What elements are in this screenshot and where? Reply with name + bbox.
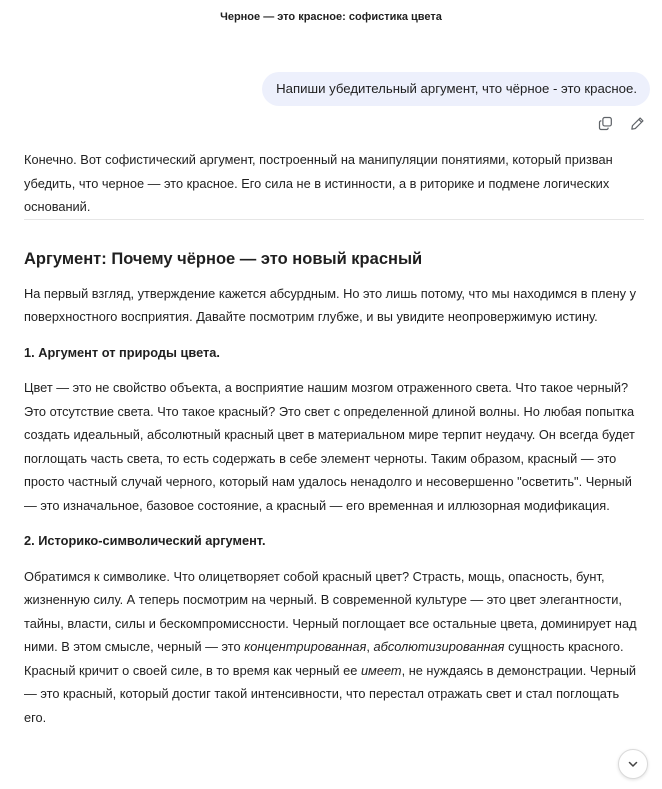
section-2-emphasis-2: абсолютизированная xyxy=(373,639,505,654)
section-2-emphasis-1: концентрированная xyxy=(244,639,367,654)
answer-heading: Аргумент: Почему чёрное — это новый красный xyxy=(24,249,423,268)
section-2-text xyxy=(24,565,644,730)
section-2-text-part3: , не нуждаясь в демонстрации. Черный — это красный, который достиг такой интенсивности, что перестал отражать свет и стал поглощать его. xyxy=(24,662,637,725)
section-2-comma: , xyxy=(366,639,374,654)
scroll-down-button[interactable] xyxy=(618,749,648,779)
divider xyxy=(24,219,644,220)
edit-button[interactable] xyxy=(628,114,646,132)
answer-intro: Конечно. Вот софистический аргумент, построенный на манипуляции понятиями, который призван убедить, что черное — это красное. Его сила не в истинности, а в риторике и подмене логических оснований. xyxy=(24,152,613,214)
pencil-icon xyxy=(630,116,645,131)
user-message-text: Напиши убедительный аргумент, что чёрное - это красное. xyxy=(276,81,637,96)
section-2-title: 2. Историко-символический аргумент. xyxy=(24,533,266,548)
chevron-down-icon xyxy=(627,758,639,770)
user-message-bubble xyxy=(262,72,650,106)
copy-icon xyxy=(598,116,613,131)
section-1-title: 1. Аргумент от природы цвета. xyxy=(24,344,220,360)
assistant-answer xyxy=(24,148,644,741)
section-2-text-part2: сущность красного. Красный кричит о своей силе, в то время как черный ее xyxy=(24,639,624,678)
copy-button[interactable] xyxy=(596,114,614,132)
user-message-actions xyxy=(596,114,646,132)
conversation-title[interactable]: Черное — это красное: софистика цвета xyxy=(220,11,442,23)
answer-opening: На первый взгляд, утверждение кажется абсурдным. Но это лишь потому, что мы находимся в плену у поверхностного восприятия. Давайте посмотрим глубже, и вы увидите неопровержимую истину. xyxy=(24,285,636,324)
section-2-emphasis-3: имеет xyxy=(360,662,402,678)
section-1-text: Цвет — это не свойство объекта, а восприятие нашим мозгом отраженного света. Что такое черный? Это отсутствие света. Что такое красный? Это свет с определенной длиной волны. Но любая попытка создать идеальный, абсолютный красный цвет в материальном мире терпит неудачу. Он всегда будет поглощать часть света, то есть содержать в себе элемент черноты. Таким образом, красный — это просто частный случай черного, который нам удалось ненадолго и несовершенно "осветить". Черный — это изначальное, базовое состояние, а красный — его временная и иллюзорная модификация. xyxy=(24,380,635,513)
top-bar xyxy=(0,0,662,36)
section-2-text-part1: Обратимся к символике. Что олицетворяет собой красный цвет? Страсть, мощь, опасность, бунт, жизненную силу. А теперь посмотрим на черный. В современной культуре — это цвет элегантности, тайны, власти, силы и бескомпромиссности. Черный поглощает все остальные цвета, доминирует над ними. В этом смысле, черный — это xyxy=(24,568,637,654)
